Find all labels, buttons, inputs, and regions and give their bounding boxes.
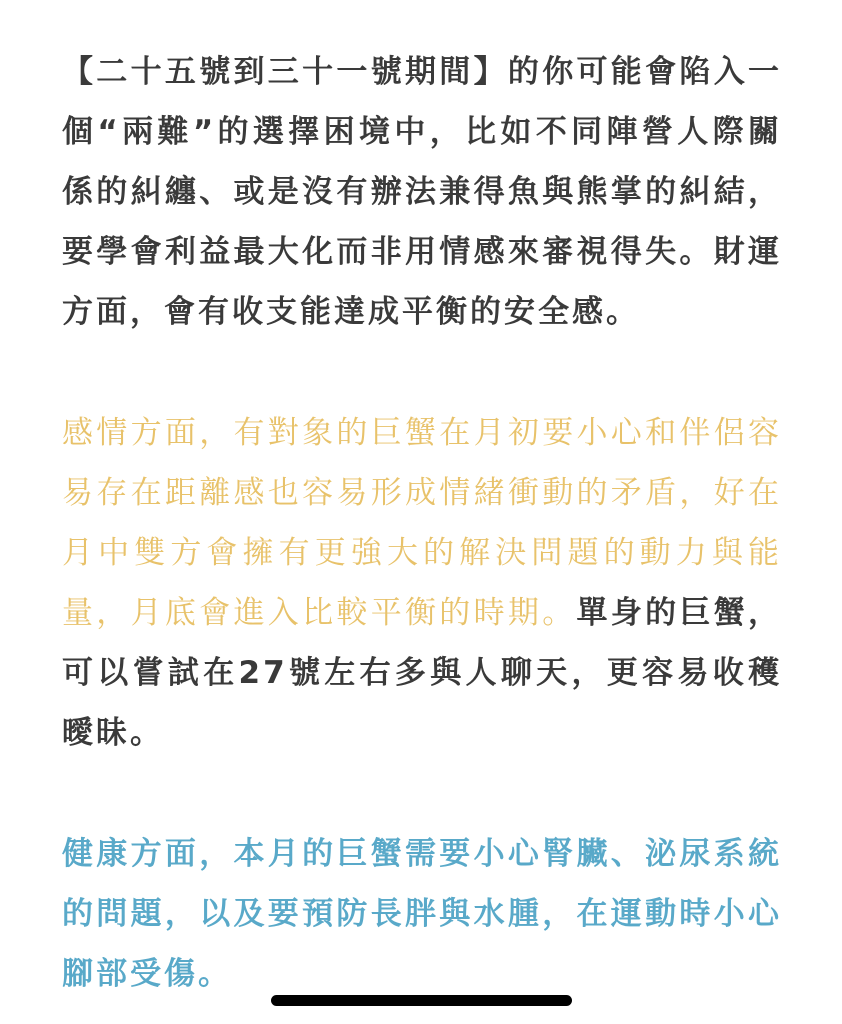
love-highlight-text: 感情方面，有對象的巨蟹在月初要小心和伴侶容易存在距離感也容易形成情緒衝動的矛盾，好在月中雙方會擁有更強大的解決問題的動力與能量，月底會進入比較平衡的時期。 bbox=[62, 415, 782, 631]
home-indicator[interactable] bbox=[271, 995, 572, 1006]
health-paragraph: 健康方面，本月的巨蟹需要小心腎臟、泌尿系統的問題，以及要預防長胖與水腫，在運動時小心腳部受傷。 bbox=[62, 836, 782, 992]
singles-advice-text: 單身的巨蟹，可以嘗試在27號左右多與人聊天，更容易收穫曖昧。 bbox=[62, 595, 782, 751]
love-paragraph bbox=[62, 403, 782, 763]
article-body bbox=[62, 42, 782, 1004]
fortune-paragraph: 【二十五號到三十一號期間】的你可能會陷入一個“兩難”的選擇困境中，比如不同陣營人際關係的糾纏、或是沒有辦法兼得魚與熊掌的糾結，要學會利益最大化而非用情感來審視得失。財運方面，會有收支能達成平衡的安全感。 bbox=[62, 54, 782, 330]
